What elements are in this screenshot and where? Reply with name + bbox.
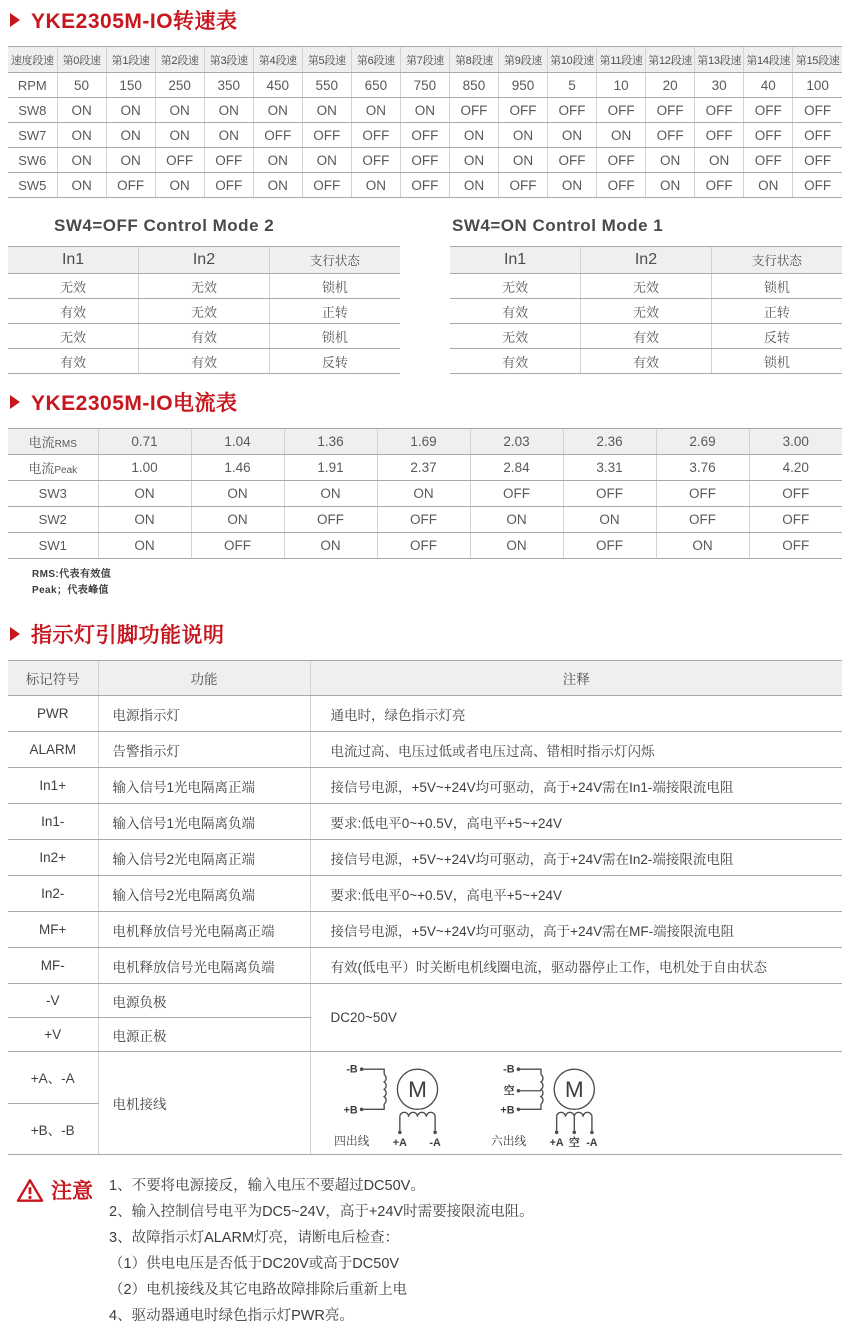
svg-text:空: 空 — [568, 1137, 580, 1150]
cell-value: OFF — [204, 148, 253, 173]
cell-value: OFF — [749, 481, 842, 507]
mode-table-row — [450, 299, 842, 324]
cell-value: 无效 — [8, 324, 139, 349]
cell-value: 2.37 — [377, 455, 470, 481]
cell-value: OFF — [470, 481, 563, 507]
control-mode-2-title: SW4=OFF Control Mode 2 — [54, 216, 275, 235]
pin-table-row — [8, 876, 842, 912]
pin-note: 要求:低电平0~+0.5V，高电平+5~+24V — [310, 804, 842, 840]
cell-value: OFF — [449, 98, 498, 123]
speed-table — [8, 46, 842, 198]
mode-table-header-row — [8, 247, 400, 274]
cell-value: OFF — [106, 173, 155, 198]
pin-symbol: MF+ — [8, 912, 98, 948]
cell-value: 反转 — [711, 324, 842, 349]
cell-value: 3.76 — [656, 455, 749, 481]
cell-value: OFF — [204, 173, 253, 198]
speed-col-header: 速度段速 — [8, 47, 57, 73]
cell-value: OFF — [744, 98, 793, 123]
row-label: SW1 — [8, 533, 98, 559]
cell-value: 150 — [106, 73, 155, 98]
cell-value: ON — [284, 481, 377, 507]
pin-function: 电源负极 — [98, 984, 310, 1018]
pin-note: 要求:低电平0~+0.5V，高电平+5~+24V — [310, 876, 842, 912]
mode-table-row — [8, 349, 400, 374]
cell-value: ON — [646, 173, 695, 198]
input-col-header: In2 — [139, 247, 270, 274]
pin-function: 告警指示灯 — [98, 732, 310, 768]
svg-text:空: 空 — [503, 1085, 514, 1098]
cell-value: 1.91 — [284, 455, 377, 481]
cell-value: 无效 — [139, 299, 270, 324]
cell-value: OFF — [656, 507, 749, 533]
cell-value: 锁机 — [711, 274, 842, 299]
cell-value: 950 — [498, 73, 547, 98]
cell-value: OFF — [563, 481, 656, 507]
speed-table-header-row — [8, 47, 842, 73]
caution-item: （1）供电电压是否低于DC20V或高于DC50V — [109, 1256, 400, 1272]
cell-value: 有效 — [139, 324, 270, 349]
speed-col-header: 第14段速 — [744, 47, 793, 73]
cell-value: ON — [191, 481, 284, 507]
pin-function: 电源指示灯 — [98, 696, 310, 732]
cell-value: OFF — [351, 123, 400, 148]
input-col-header: In1 — [8, 247, 139, 274]
cell-value: OFF — [793, 98, 842, 123]
cell-value: 无效 — [581, 299, 712, 324]
cell-value: ON — [253, 98, 302, 123]
row-label: SW7 — [8, 123, 57, 148]
cell-value: 750 — [400, 73, 449, 98]
pin-table-header-row — [8, 661, 842, 696]
row-label: 电流RMS — [8, 429, 98, 455]
cell-value: OFF — [646, 123, 695, 148]
cell-value: 350 — [204, 73, 253, 98]
pin-symbol: In2+ — [8, 840, 98, 876]
current-table-row — [8, 533, 842, 559]
cell-value: ON — [155, 98, 204, 123]
speed-col-header: 第7段速 — [400, 47, 449, 73]
cell-value: ON — [351, 173, 400, 198]
speed-table-row — [8, 98, 842, 123]
cell-value: OFF — [377, 533, 470, 559]
svg-text:六出线: 六出线 — [490, 1135, 526, 1149]
cell-value: ON — [284, 533, 377, 559]
svg-text:+A: +A — [549, 1137, 564, 1150]
speed-col-header: 第10段速 — [548, 47, 597, 73]
cell-value: 锁机 — [269, 324, 400, 349]
cell-value: 1.46 — [191, 455, 284, 481]
cell-value: 正转 — [269, 299, 400, 324]
svg-text:四出线: 四出线 — [333, 1135, 369, 1149]
speed-table-row — [8, 73, 842, 98]
control-mode-tables — [8, 212, 842, 374]
cell-value: ON — [57, 98, 106, 123]
pin-function: 输入信号1光电隔离负端 — [98, 804, 310, 840]
cell-value: 100 — [793, 73, 842, 98]
state-col-header: 支行状态 — [269, 247, 400, 274]
cell-value: 1.00 — [98, 455, 191, 481]
svg-text:+B: +B — [343, 1104, 358, 1117]
cell-value: ON — [744, 173, 793, 198]
row-label: RPM — [8, 73, 57, 98]
cell-value: OFF — [744, 148, 793, 173]
cell-value: 10 — [597, 73, 646, 98]
cell-value: ON — [253, 148, 302, 173]
cell-value: 2.84 — [470, 455, 563, 481]
cell-value: ON — [98, 481, 191, 507]
cell-value: ON — [302, 98, 351, 123]
cell-value: OFF — [498, 98, 547, 123]
pin-symbol: +B、-B — [8, 1103, 98, 1155]
cell-value: 无效 — [139, 274, 270, 299]
cell-value: ON — [155, 123, 204, 148]
cell-value: 锁机 — [269, 274, 400, 299]
cell-value: 有效 — [139, 349, 270, 374]
control-mode-1-title: SW4=ON Control Mode 1 — [452, 216, 664, 235]
cell-value: OFF — [191, 533, 284, 559]
speed-table-row — [8, 148, 842, 173]
pin-note: DC20~50V — [310, 984, 842, 1052]
row-label: SW6 — [8, 148, 57, 173]
cell-value: 2.03 — [470, 429, 563, 455]
cell-value: OFF — [793, 148, 842, 173]
svg-text:-A: -A — [585, 1137, 598, 1150]
section-pin-title — [10, 620, 842, 648]
mode-table-row — [8, 274, 400, 299]
control-mode-1-block — [450, 212, 842, 374]
cell-value: 3.31 — [563, 455, 656, 481]
cell-value: ON — [563, 507, 656, 533]
input-col-header: In1 — [450, 247, 581, 274]
warning-icon — [16, 1178, 44, 1203]
row-label: SW5 — [8, 173, 57, 198]
pin-symbol: -V — [8, 984, 98, 1018]
pin-symbol: +V — [8, 1018, 98, 1052]
cell-value: 5 — [548, 73, 597, 98]
cell-value: ON — [155, 173, 204, 198]
cell-value: OFF — [400, 123, 449, 148]
cell-value: ON — [548, 123, 597, 148]
svg-text:-B: -B — [345, 1063, 358, 1076]
pin-function: 电机释放信号光电隔离正端 — [98, 912, 310, 948]
cell-value: OFF — [749, 507, 842, 533]
cell-value: OFF — [400, 173, 449, 198]
cell-value: OFF — [400, 148, 449, 173]
cell-value: ON — [351, 98, 400, 123]
cell-value: OFF — [302, 123, 351, 148]
speed-section-heading: YKE2305M-IO转速表 — [31, 10, 238, 33]
pin-table-row — [8, 840, 842, 876]
caution-section — [16, 1173, 842, 1329]
pin-symbol: In1+ — [8, 768, 98, 804]
svg-text:M: M — [564, 1077, 584, 1103]
pin-table-row — [8, 768, 842, 804]
triangle-bullet-icon — [10, 395, 20, 409]
control-mode-2-block — [8, 212, 400, 374]
pin-section-heading: 指示灯引脚功能说明 — [31, 624, 225, 647]
pin-note: 接信号电源，+5V~+24V均可驱动，高于+24V需在MF-端接限流电阻 — [310, 912, 842, 948]
cell-value: OFF — [563, 533, 656, 559]
pin-symbol: MF- — [8, 948, 98, 984]
cell-value: ON — [597, 123, 646, 148]
cell-value: ON — [498, 148, 547, 173]
cell-value: OFF — [548, 148, 597, 173]
cell-value: ON — [400, 98, 449, 123]
cell-value: 20 — [646, 73, 695, 98]
cell-value: OFF — [498, 173, 547, 198]
cell-value: OFF — [695, 123, 744, 148]
cell-value: ON — [98, 533, 191, 559]
speed-table-row — [8, 173, 842, 198]
caution-heading — [16, 1175, 93, 1205]
speed-col-header: 第9段速 — [498, 47, 547, 73]
state-col-header: 支行状态 — [711, 247, 842, 274]
cell-value: OFF — [695, 98, 744, 123]
pin-function: 输入信号2光电隔离负端 — [98, 876, 310, 912]
pin-note: 通电时，绿色指示灯亮 — [310, 696, 842, 732]
row-label: SW2 — [8, 507, 98, 533]
section-current-title — [10, 388, 842, 416]
pin-table-row — [8, 1052, 842, 1104]
cell-value: 450 — [253, 73, 302, 98]
mode-table-header-row — [450, 247, 842, 274]
cell-value: OFF — [597, 98, 646, 123]
pin-symbol: +A、-A — [8, 1052, 98, 1104]
speed-col-header: 第4段速 — [253, 47, 302, 73]
pin-function: 输入信号2光电隔离正端 — [98, 840, 310, 876]
cell-value: 0.71 — [98, 429, 191, 455]
current-table-row — [8, 429, 842, 455]
cell-value: 无效 — [8, 274, 139, 299]
cell-value: ON — [57, 123, 106, 148]
cell-value: 2.36 — [563, 429, 656, 455]
speed-col-header: 第3段速 — [204, 47, 253, 73]
six-wire-diagram — [490, 1064, 597, 1150]
speed-col-header: 第6段速 — [351, 47, 400, 73]
cell-value: 250 — [155, 73, 204, 98]
speed-col-header: 第0段速 — [57, 47, 106, 73]
speed-col-header: 第1段速 — [106, 47, 155, 73]
pin-note: 接信号电源，+5V~+24V均可驱动，高于+24V需在In2-端接限流电阻 — [310, 840, 842, 876]
cell-value: ON — [695, 148, 744, 173]
row-label: SW3 — [8, 481, 98, 507]
cell-value: ON — [498, 123, 547, 148]
cell-value: OFF — [744, 123, 793, 148]
cell-value: 有效 — [8, 349, 139, 374]
cell-value: ON — [253, 173, 302, 198]
cell-value: OFF — [284, 507, 377, 533]
cell-value: 3.00 — [749, 429, 842, 455]
row-label: 电流Peak — [8, 455, 98, 481]
cell-value: ON — [57, 148, 106, 173]
svg-text:-B: -B — [502, 1063, 514, 1076]
caution-label: 注意 — [51, 1180, 93, 1203]
current-section-heading: YKE2305M-IO电流表 — [31, 392, 238, 415]
pin-function: 电源正极 — [98, 1018, 310, 1052]
table-footnotes — [32, 567, 842, 598]
pin-table-row — [8, 912, 842, 948]
cell-value: OFF — [793, 173, 842, 198]
pin-note: 有效(低电平）时关断电机线圈电流，驱动器停止工作，电机处于自由状态 — [310, 948, 842, 984]
cell-value: ON — [470, 533, 563, 559]
cell-value: ON — [656, 533, 749, 559]
cell-value: 有效 — [581, 349, 712, 374]
speed-col-header: 第13段速 — [695, 47, 744, 73]
cell-value: ON — [449, 173, 498, 198]
cell-value: 无效 — [581, 274, 712, 299]
mode-table-row — [450, 349, 842, 374]
pin-col-header: 注释 — [310, 661, 842, 696]
pin-table-row — [8, 696, 842, 732]
svg-text:M: M — [407, 1077, 427, 1103]
svg-text:+B: +B — [499, 1104, 514, 1117]
control-mode-1-table — [450, 246, 842, 374]
cell-value: 850 — [449, 73, 498, 98]
cell-value: 30 — [695, 73, 744, 98]
pin-note: 电流过高、电压过低或者电压过高、错相时指示灯闪烁 — [310, 732, 842, 768]
cell-value: OFF — [351, 148, 400, 173]
motor-wiring-diagram — [310, 1052, 842, 1155]
svg-text:+A: +A — [392, 1137, 407, 1150]
cell-value: ON — [449, 123, 498, 148]
cell-value: 有效 — [450, 299, 581, 324]
svg-text:-A: -A — [428, 1137, 441, 1150]
cell-value: OFF — [646, 98, 695, 123]
cell-value: 1.36 — [284, 429, 377, 455]
cell-value: 40 — [744, 73, 793, 98]
cell-value: ON — [470, 507, 563, 533]
speed-col-header: 第12段速 — [646, 47, 695, 73]
triangle-bullet-icon — [10, 13, 20, 27]
cell-value: OFF — [253, 123, 302, 148]
speed-col-header: 第2段速 — [155, 47, 204, 73]
mode-table-row — [8, 299, 400, 324]
cell-value: ON — [191, 507, 284, 533]
cell-value: 有效 — [450, 349, 581, 374]
cell-value: ON — [302, 148, 351, 173]
cell-value: ON — [548, 173, 597, 198]
control-mode-2-table — [8, 246, 400, 374]
pin-table-row — [8, 804, 842, 840]
speed-table-row — [8, 123, 842, 148]
cell-value: OFF — [656, 481, 749, 507]
cell-value: ON — [106, 123, 155, 148]
cell-value: OFF — [302, 173, 351, 198]
pin-function: 电机释放信号光电隔离负端 — [98, 948, 310, 984]
speed-col-header: 第8段速 — [449, 47, 498, 73]
caution-item: 2、输入控制信号电平为DC5~24V，高于+24V时需要接限流电阻。 — [109, 1204, 534, 1220]
current-table-row — [8, 455, 842, 481]
cell-value: ON — [106, 98, 155, 123]
rms-footnote: RMS:代表有效值 — [32, 569, 112, 580]
cell-value: OFF — [695, 173, 744, 198]
cell-value: 正转 — [711, 299, 842, 324]
cell-value: OFF — [793, 123, 842, 148]
pin-function: 电机接线 — [98, 1052, 310, 1155]
pin-table-row — [8, 732, 842, 768]
pin-col-header: 标记符号 — [8, 661, 98, 696]
cell-value: ON — [204, 123, 253, 148]
pin-col-header: 功能 — [98, 661, 310, 696]
cell-value: ON — [98, 507, 191, 533]
caution-item: 3、故障指示灯ALARM灯亮，请断电后检查： — [109, 1230, 400, 1246]
cell-value: ON — [204, 98, 253, 123]
cell-value: 550 — [302, 73, 351, 98]
mode-table-row — [450, 274, 842, 299]
cell-value: 650 — [351, 73, 400, 98]
cell-value: ON — [106, 148, 155, 173]
caution-item: 1、不要将电源接反，输入电压不要超过DC50V。 — [109, 1178, 425, 1194]
cell-value: OFF — [597, 173, 646, 198]
section-speed-title — [10, 6, 842, 34]
cell-value: OFF — [548, 98, 597, 123]
cell-value: ON — [57, 173, 106, 198]
peak-footnote: Peak；代表峰值 — [32, 584, 109, 596]
cell-value: ON — [449, 148, 498, 173]
cell-value: 2.69 — [656, 429, 749, 455]
cell-value: 1.04 — [191, 429, 284, 455]
current-table — [8, 428, 842, 559]
current-table-row — [8, 507, 842, 533]
cell-value: OFF — [749, 533, 842, 559]
four-wire-diagram — [334, 1064, 441, 1150]
pin-symbol: In1- — [8, 804, 98, 840]
caution-item: （2）电机接线及其它电路故障排除后重新上电 — [109, 1282, 408, 1298]
pin-table-row — [8, 948, 842, 984]
cell-value: 50 — [57, 73, 106, 98]
pin-symbol: ALARM — [8, 732, 98, 768]
cell-value: 有效 — [8, 299, 139, 324]
row-label: SW8 — [8, 98, 57, 123]
pin-table-row — [8, 984, 842, 1018]
cell-value: 有效 — [581, 324, 712, 349]
speed-col-header: 第5段速 — [302, 47, 351, 73]
cell-value: OFF — [155, 148, 204, 173]
mode-table-row — [450, 324, 842, 349]
cell-value: ON — [377, 481, 470, 507]
cell-value: OFF — [377, 507, 470, 533]
speed-col-header: 第15段速 — [793, 47, 842, 73]
cell-value: 反转 — [269, 349, 400, 374]
current-table-row — [8, 481, 842, 507]
pin-symbol: In2- — [8, 876, 98, 912]
cell-value: ON — [646, 148, 695, 173]
mode-table-row — [8, 324, 400, 349]
input-col-header: In2 — [581, 247, 712, 274]
speed-col-header: 第11段速 — [597, 47, 646, 73]
caution-list — [109, 1173, 534, 1329]
motor-wiring-svg — [325, 1054, 655, 1152]
cell-value: 无效 — [450, 324, 581, 349]
caution-item: 4、驱动器通电时绿色指示灯PWR亮。 — [109, 1308, 354, 1324]
cell-value: 锁机 — [711, 349, 842, 374]
cell-value: OFF — [597, 148, 646, 173]
pin-function: 输入信号1光电隔离正端 — [98, 768, 310, 804]
cell-value: 无效 — [450, 274, 581, 299]
pin-note: 接信号电源，+5V~+24V均可驱动，高于+24V需在In1-端接限流电阻 — [310, 768, 842, 804]
cell-value: 1.69 — [377, 429, 470, 455]
triangle-bullet-icon — [10, 627, 20, 641]
pin-function-table — [8, 660, 842, 1155]
pin-symbol: PWR — [8, 696, 98, 732]
cell-value: 4.20 — [749, 455, 842, 481]
